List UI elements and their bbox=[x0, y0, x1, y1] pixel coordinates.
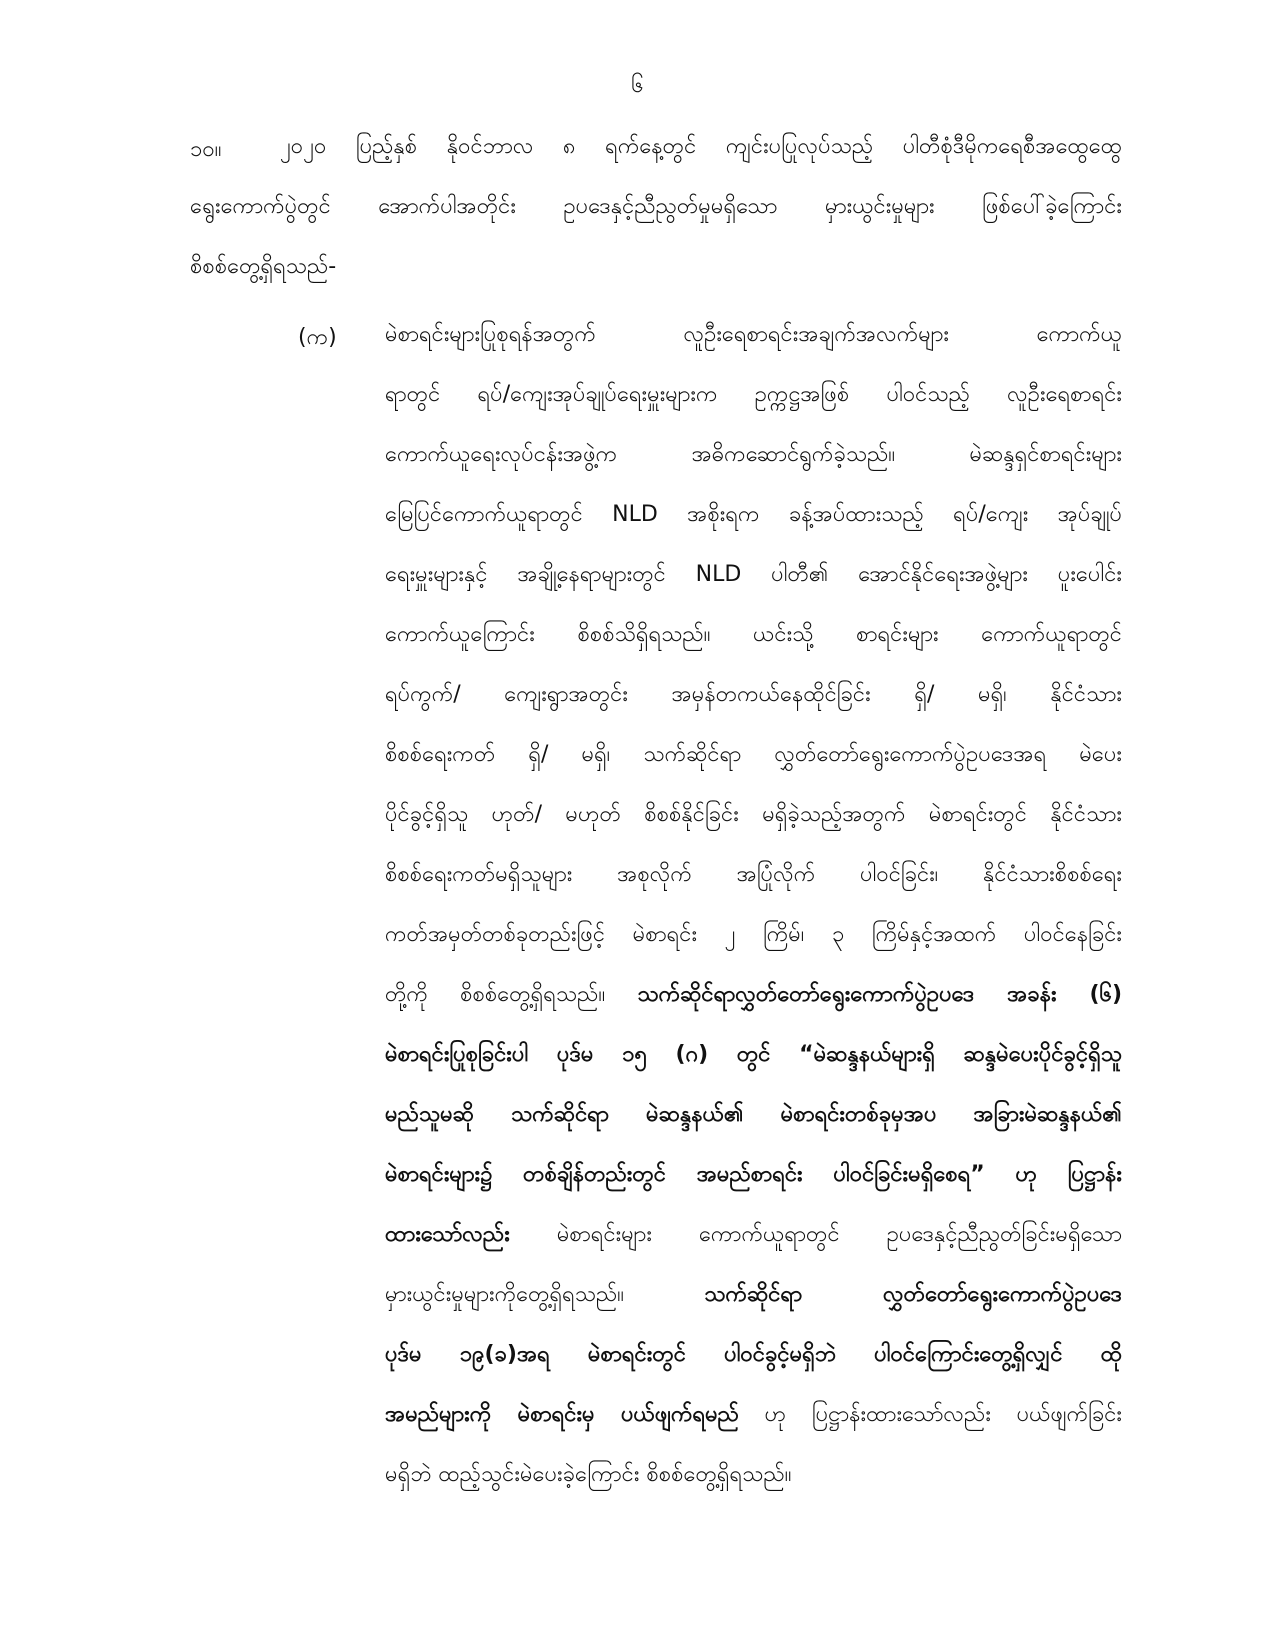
paragraph-line: ရွေးကောက်ပွဲတွင် အောက်ပါအတိုင်း ဥပဒေနှင့်ညီညွတ်မှုမရှိသော မှားယွင်းမှုများ ဖြစ်ပေါ်ခဲ့ကြောင်း bbox=[190, 194, 1122, 219]
sub-item-line: ရေးမှူးများနှင့် အချို့နေရာများတွင် NLD ပါတီ၏ အောင်နိုင်ရေးအဖွဲ့များ ပူးပေါင်း bbox=[385, 562, 1122, 587]
bold-text-segment: မည်သူမဆို သက်ဆိုင်ရာ မဲဆန္ဒနယ်၏ မဲစာရင်းတစ်ခုမှအပ အခြားမဲဆန္ဒနယ်၏ bbox=[385, 1102, 1122, 1127]
bold-text-segment: ပုဒ်မ ၁၉(ခ)အရ မဲစာရင်းတွင် ပါဝင်ခွင့်မရှိဘဲ ပါဝင်ကြောင်းတွေ့ရှိလျှင် ထို bbox=[385, 1342, 1122, 1367]
bold-text-segment: သက်ဆိုင်ရာလွှတ်တော်ရွေးကောက်ပွဲဥပဒေ အခန်း (၆) bbox=[637, 982, 1122, 1007]
sub-item-line: မရှိဘဲ ထည့်သွင်းမဲပေးခဲ့ကြောင်း စိစစ်တွေ့ရှိရသည်။ bbox=[385, 1462, 792, 1487]
text-segment: တို့ကို စိစစ်တွေ့ရှိရသည်။ bbox=[385, 982, 638, 1007]
sub-item-line: ရပ်ကွက်/ ကျေးရွာအတွင်း အမှန်တကယ်နေထိုင်ခြင်း ရှိ/ မရှိ၊ နိုင်ငံသား bbox=[385, 682, 1122, 707]
sub-item-line: ကောက်ယူရေးလုပ်ငန်းအဖွဲ့က အဓိကဆောင်ရွက်ခဲ့သည်။ မဲဆန္ဒရှင်စာရင်းများ bbox=[385, 442, 1122, 467]
paragraph-line: စိစစ်တွေ့ရှိရသည်- bbox=[190, 254, 337, 279]
sub-item-line: စိစစ်ရေးကတ် ရှိ/ မရှိ၊ သက်ဆိုင်ရာ လွှတ်တော်ရွေးကောက်ပွဲဥပဒေအရ မဲပေး bbox=[385, 742, 1122, 767]
bold-text-segment: အမည်များကို မဲစာရင်းမှ ပယ်ဖျက်ရမည် bbox=[385, 1402, 739, 1427]
text-segment: မှားယွင်းမှုများကိုတွေ့ရှိရသည်။ bbox=[385, 1282, 705, 1307]
text-segment: ဟု ပြဋ္ဌာန်းထားသော်လည်း ပယ်ဖျက်ခြင်း bbox=[738, 1402, 1122, 1427]
sub-item-line bbox=[385, 978, 1122, 1012]
text-segment: မဲစာရင်းများ ကောက်ယူရာတွင် ဥပဒေနှင့်ညီညွတ်ခြင်းမရှိသော bbox=[509, 1222, 1122, 1247]
sub-item-line bbox=[385, 1218, 1122, 1252]
sub-item-line: ကောက်ယူကြောင်း စိစစ်သိရှိရသည်။ ယင်းသို့ စာရင်းများ ကောက်ယူရာတွင် bbox=[385, 622, 1122, 647]
bold-text-segment: မဲစာရင်းပြုစုခြင်းပါ ပုဒ်မ ၁၅ (ဂ) တွင် “မဲဆန္ဒနယ်များရှိ ဆန္ဒမဲပေးပိုင်ခွင့်ရှိသူ bbox=[385, 1042, 1122, 1067]
sub-item-line bbox=[385, 1338, 1122, 1372]
paragraph-line: ၂၀၂၀ ပြည့်နှစ် နိုဝင်ဘာလ ၈ ရက်နေ့တွင် ကျင်းပပြုလုပ်သည့် ပါတီစုံဒီမိုကရေစီအထွေထွေ bbox=[280, 134, 1122, 159]
sub-item-line: မဲစာရင်းများပြုစုရန်အတွက် လူဦးရေစာရင်းအချက်အလက်များ ကောက်ယူ bbox=[385, 322, 1122, 347]
sub-item-line bbox=[385, 1158, 1122, 1192]
sub-item-line: ကတ်အမှတ်တစ်ခုတည်းဖြင့် မဲစာရင်း ၂ ကြိမ်၊ ၃ ကြိမ်နှင့်အထက် ပါဝင်နေခြင်း bbox=[385, 922, 1122, 947]
sub-item-label: (က) bbox=[298, 325, 337, 350]
sub-item-line: မြေပြင်ကောက်ယူရာတွင် NLD အစိုးရက ခန့်အပ်ထားသည့် ရပ်/ကျေး အုပ်ချုပ် bbox=[385, 502, 1122, 527]
sub-item-line bbox=[385, 1098, 1122, 1132]
bold-text-segment: သက်ဆိုင်ရာ လွှတ်တော်ရွေးကောက်ပွဲဥပဒေ bbox=[704, 1282, 1122, 1307]
sub-item-line: စိစစ်ရေးကတ်မရှိသူများ အစုလိုက် အပြုံလိုက် ပါဝင်ခြင်း၊ နိုင်ငံသားစိစစ်ရေး bbox=[385, 862, 1122, 887]
paragraph-number: ၁၀။ bbox=[190, 137, 222, 162]
sub-item-line: ပိုင်ခွင့်ရှိသူ ဟုတ်/ မဟုတ် စိစစ်နိုင်ခြင်း မရှိခဲ့သည့်အတွက် မဲစာရင်းတွင် နိုင်ငံသား bbox=[385, 802, 1122, 827]
page-number: ၆ bbox=[631, 73, 644, 98]
sub-item-line bbox=[385, 1038, 1122, 1072]
sub-item-line bbox=[385, 1278, 1122, 1312]
sub-item-line: ရာတွင် ရပ်/ကျေးအုပ်ချုပ်ရေးမှူးများက ဥက္ကဋ္ဌအဖြစ် ပါဝင်သည့် လူဦးရေစာရင်း bbox=[385, 382, 1122, 407]
bold-text-segment: ထားသော်လည်း bbox=[385, 1222, 510, 1247]
bold-text-segment: မဲစာရင်းများ၌ တစ်ချိန်တည်းတွင် အမည်စာရင်း ပါဝင်ခြင်းမရှိစေရ” ဟု ပြဋ္ဌာန်း bbox=[385, 1162, 1122, 1187]
sub-item-line bbox=[385, 1398, 1122, 1432]
